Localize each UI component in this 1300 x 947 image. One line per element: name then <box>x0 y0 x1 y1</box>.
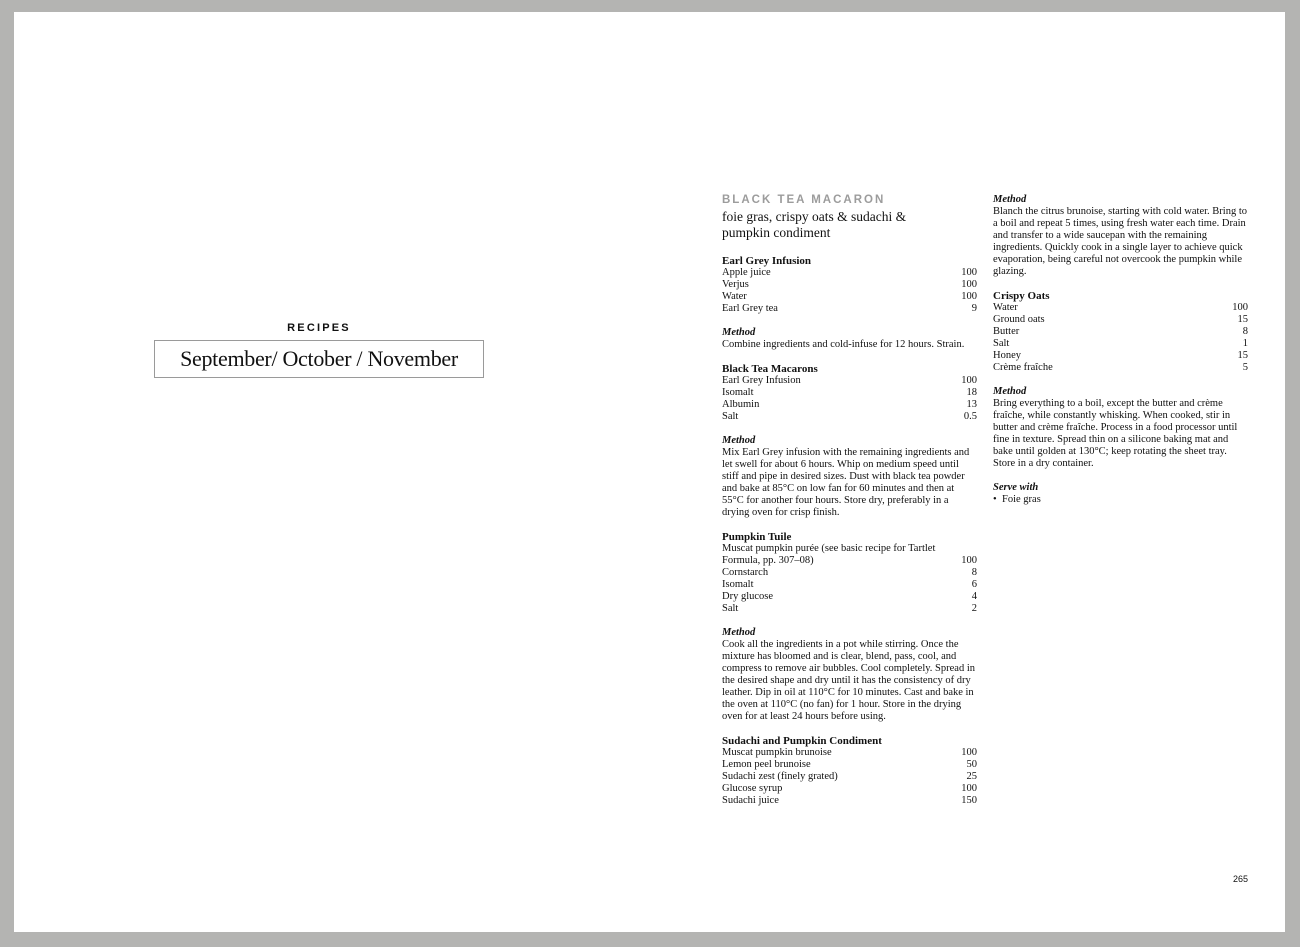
method-label: Method <box>722 327 756 338</box>
ingredient-name: Earl Grey Infusion <box>722 375 801 386</box>
ingredient-row <box>993 338 1248 350</box>
ingredient-qty: 100 <box>961 555 977 566</box>
recipe-subtitle <box>722 209 977 241</box>
bullet-icon: • <box>993 494 997 505</box>
ingredient-qty: 100 <box>961 279 977 290</box>
ingredient-qty: 50 <box>966 759 977 770</box>
ingredient-qty: 100 <box>961 291 977 302</box>
ingredient-qty: 18 <box>966 387 977 398</box>
serve-with-label: Serve with <box>993 482 1039 493</box>
ingredient-qty: 5 <box>1242 362 1248 373</box>
ingredient-name: Lemon peel brunoise <box>722 759 811 770</box>
ingredient-name: Salt <box>722 411 739 422</box>
section-title: Earl Grey Infusion <box>722 255 812 267</box>
section-tuile <box>722 531 977 615</box>
method-text: Cook all the ingredients in a pot while stirring. Once the mixture has bloomed and is clear, blend, pass, cool, and compress to remove air bubbles. Cool completely. Spread in the desired shape and dry until it has the consistency of dry leather. Dip in oil at 110°C for 10 minutes. Cast and bake in the oven at 110°C (no fan) for 1 hour. Store in the drying oven for at least 24 hours before using. <box>722 639 976 722</box>
ingredient-qty: 100 <box>1232 302 1248 313</box>
ingredient-name: Sudachi juice <box>722 795 779 806</box>
ingredient-name: Apple juice <box>722 267 771 278</box>
recipe-subtitle-line-1: foie gras, crispy oats & sudachi & <box>722 209 907 224</box>
ingredient-row <box>722 411 977 423</box>
ingredient-row <box>993 302 1248 314</box>
ingredient-qty: 100 <box>961 375 977 386</box>
ingredient-qty: 0.5 <box>963 411 977 422</box>
recipes-label: RECIPES <box>287 322 351 334</box>
recipe-subtitle-line-2: pumpkin condiment <box>722 225 831 240</box>
ingredient-row <box>993 350 1248 362</box>
ingredient-name: Crème fraîche <box>993 362 1053 373</box>
method-oats <box>993 386 1248 470</box>
ingredient-qty: 100 <box>961 747 977 758</box>
ingredient-qty: 100 <box>961 267 977 278</box>
ingredient-row <box>722 555 977 567</box>
method-earl-grey <box>722 327 977 351</box>
ingredient-row <box>722 387 977 399</box>
serve-item-text: Foie gras <box>1002 494 1041 505</box>
method-text: Mix Earl Grey infusion with the remaining ingredients and let swell for about 6 hours. Whip on medium speed until stiff and pipe in desired sizes. Dust with black tea powder and bake at 85°C on low fan for 60 minutes and then at 55°C for another four hours. Store dry, preferably in a drying oven for crisp finish. <box>722 447 970 518</box>
recipe-column-2 <box>993 194 1248 506</box>
ingredient-name: Water <box>993 302 1018 313</box>
ingredient-row <box>722 567 977 579</box>
method-macarons <box>722 435 977 519</box>
ingredient-qty: 4 <box>971 591 977 602</box>
ingredient-name: Water <box>722 291 747 302</box>
ingredient-name: Albumin <box>722 399 760 410</box>
ingredient-qty: 9 <box>971 303 977 314</box>
recipe-column-1 <box>722 194 977 807</box>
ingredient-qty: 6 <box>971 579 977 590</box>
ingredient-name: Ground oats <box>993 314 1045 325</box>
method-label: Method <box>993 194 1027 205</box>
ingredient-qty: 13 <box>966 399 977 410</box>
book-spread <box>14 12 1285 932</box>
ingredient-row <box>722 603 977 615</box>
list-item <box>993 494 1248 506</box>
ingredient-qty: 15 <box>1237 350 1248 361</box>
method-tuile <box>722 627 977 723</box>
section-sudachi <box>722 735 977 807</box>
ingredient-row <box>993 314 1248 326</box>
ingredient-name: Isomalt <box>722 579 754 590</box>
section-title: Pumpkin Tuile <box>722 531 792 543</box>
ingredient-name: Salt <box>993 338 1010 349</box>
ingredient-qty: 1 <box>1242 338 1248 349</box>
section-title: Crispy Oats <box>993 290 1050 302</box>
section-oats <box>993 290 1248 374</box>
ingredient-row <box>722 399 977 411</box>
section-title: Sudachi and Pumpkin Condiment <box>722 735 882 747</box>
ingredient-row <box>993 326 1248 338</box>
ingredient-qty: 150 <box>961 795 977 806</box>
ingredient-name: Earl Grey tea <box>722 303 778 314</box>
ingredient-qty: 15 <box>1237 314 1248 325</box>
section-macarons <box>722 363 977 423</box>
ingredient-row <box>722 771 977 783</box>
ingredient-name: Dry glucose <box>722 591 774 602</box>
method-label: Method <box>993 386 1027 397</box>
ingredient-name: Glucose syrup <box>722 783 783 794</box>
ingredient-name: Sudachi zest (finely grated) <box>722 771 838 782</box>
ingredient-row <box>722 759 977 771</box>
ingredient-name: Formula, pp. 307–08) <box>722 555 814 566</box>
ingredient-name: Verjus <box>722 279 749 290</box>
ingredient-row <box>722 591 977 603</box>
ingredient-name: Salt <box>722 603 739 614</box>
ingredient-qty: 2 <box>971 603 977 614</box>
ingredient-qty: 100 <box>961 783 977 794</box>
method-text: Blanch the citrus brunoise, starting with cold water. Bring to a boil and repeat 5 times, using fresh water each time. Drain and transfer to a wide saucepan with the remaining ingredients. Quickly cook in a single layer to achieve quick evaporation, being careful not overcook the pumpkin while glazing. <box>993 206 1247 277</box>
ingredient-row <box>722 579 977 591</box>
ingredient-row <box>722 291 977 303</box>
serve-with <box>993 482 1248 506</box>
method-text: Combine ingredients and cold-infuse for 12 hours. Strain. <box>722 339 965 350</box>
page-number: 265 <box>1233 874 1249 884</box>
ingredient-row <box>722 375 977 387</box>
ingredient-row <box>722 303 977 315</box>
ingredient-name: Honey <box>993 350 1021 361</box>
chapter-header <box>154 322 484 378</box>
ingredient-name: Cornstarch <box>722 567 769 578</box>
ingredient-row <box>722 783 977 795</box>
ingredient-name: Isomalt <box>722 387 754 398</box>
ingredient-name: Muscat pumpkin brunoise <box>722 747 832 758</box>
method-sudachi <box>993 194 1248 278</box>
section-earl-grey <box>722 255 977 315</box>
ingredient-qty: 25 <box>966 771 977 782</box>
method-text: Bring everything to a boil, except the butter and crème fraîche, while constantly whisking. When cooked, stir in butter and crème fraîche. Process in a food processor until fine in texture. Spread thin on a silicone baking mat and bake until golden at 130°C; keep rotating the sheet tray. Store in a dry container. <box>993 398 1238 469</box>
method-label: Method <box>722 627 756 638</box>
months-box: September/ October / November <box>154 340 484 378</box>
ingredient-row <box>722 795 977 807</box>
ingredient-name: Butter <box>993 326 1020 337</box>
ingredient-qty: 8 <box>971 567 977 578</box>
ingredient-row <box>993 362 1248 374</box>
recipe-title: BLACK TEA MACARON <box>722 194 886 206</box>
ingredient-name-line: Muscat pumpkin purée (see basic recipe for Tartlet <box>722 543 936 554</box>
ingredient-row <box>722 747 977 759</box>
section-title: Black Tea Macarons <box>722 363 818 375</box>
ingredient-row <box>722 279 977 291</box>
method-label: Method <box>722 435 756 446</box>
ingredient-qty: 8 <box>1242 326 1248 337</box>
ingredient-row <box>722 267 977 279</box>
